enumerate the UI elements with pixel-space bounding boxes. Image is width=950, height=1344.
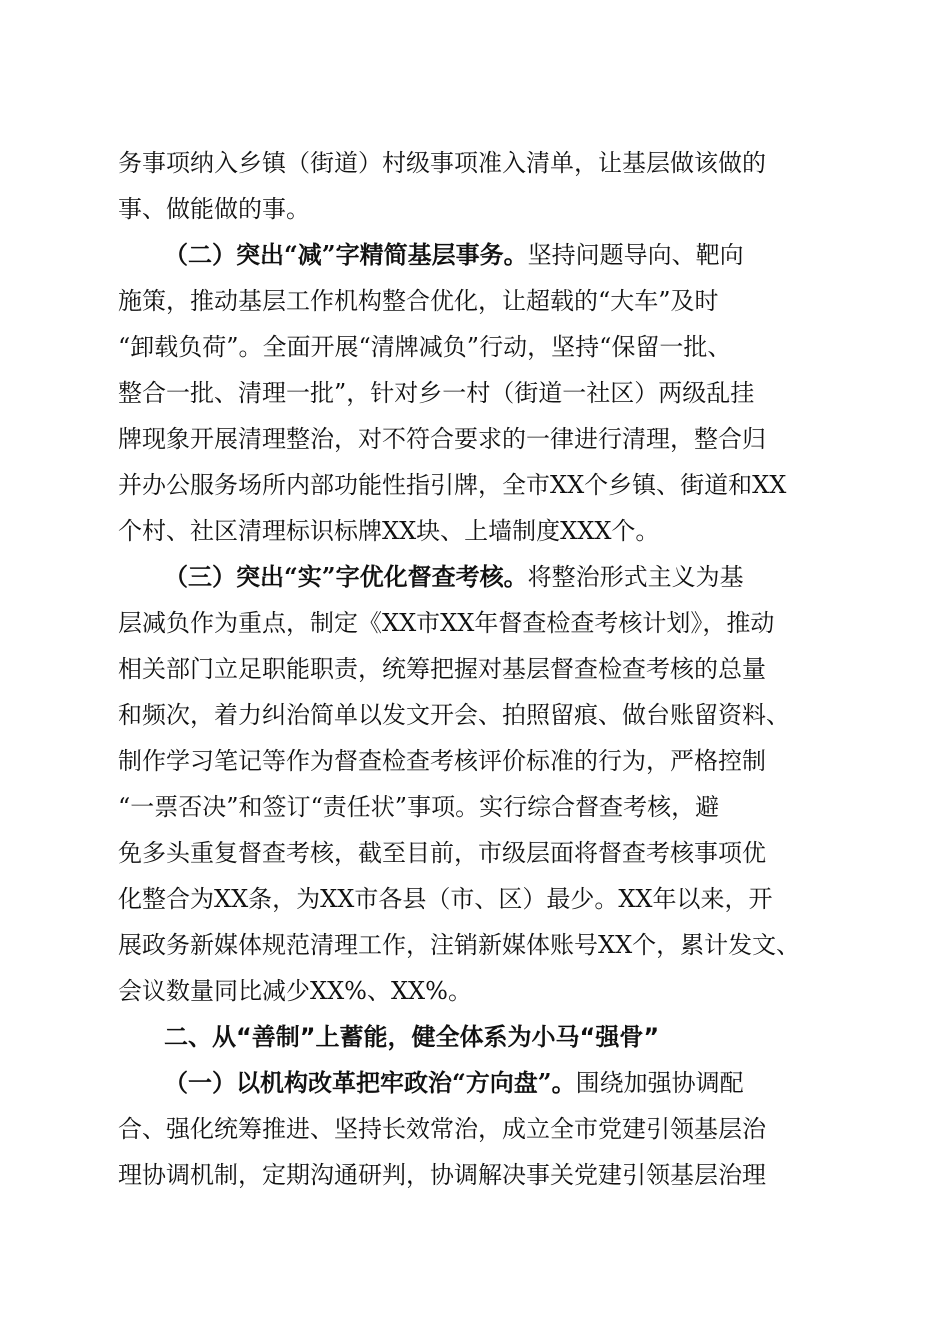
paragraph-line	[118, 784, 838, 830]
line-text: 层减负作为重点，制定《XX市XX年督查检查考核计划》，推动	[118, 609, 775, 637]
paragraph-line	[118, 1106, 838, 1152]
line-text: 制作学习笔记等作为督查检查考核评价标准的行为，严格控制	[118, 747, 766, 775]
paragraph-line	[118, 186, 838, 232]
paragraph-line	[118, 508, 838, 554]
line-text: 并办公服务场所内部功能性指引牌，全市XX个乡镇、街道和XX	[118, 471, 787, 499]
line-text: 相关部门立足职能职责，统筹把握对基层督查检查考核的总量	[118, 655, 766, 683]
line-text: 免多头重复督查考核，截至目前，市级层面将督查考核事项优	[118, 839, 766, 867]
line-text: 和频次，着力纠治简单以发文开会、拍照留痕、做台账留资料、	[118, 701, 790, 729]
line-text: 将整治形式主义为基	[527, 563, 744, 591]
section-lead-title: （三）突出“实”字优化督查考核。	[164, 562, 528, 591]
heading-text: 二、从“善制”上蓄能，健全体系为小马“强骨”	[164, 1023, 660, 1051]
line-text: 施策，推动基层工作机构整合优化，让超载的“大车”及时	[118, 287, 719, 315]
chapter-heading	[118, 1014, 838, 1060]
line-text: 理协调机制，定期沟通研判，协调解决事关党建引领基层治理	[118, 1161, 766, 1189]
document-body	[118, 140, 838, 1198]
section-lead-title: （一）以机构改革把牢政治“方向盘”。	[164, 1068, 576, 1097]
paragraph-line	[118, 692, 838, 738]
paragraph-line	[118, 278, 838, 324]
subsection-1-first-line	[118, 1060, 838, 1106]
line-text: 事、做能做的事。	[118, 195, 310, 223]
paragraph-line	[118, 646, 838, 692]
line-text: 个村、社区清理标识标牌XX块、上墙制度XXX个。	[118, 517, 660, 545]
paragraph-line	[118, 600, 838, 646]
section-2-first-line	[118, 232, 838, 278]
paragraph-line	[118, 876, 838, 922]
paragraph-line	[118, 324, 838, 370]
line-text: 牌现象开展清理整治，对不符合要求的一律进行清理，整合归	[118, 425, 766, 453]
line-text: 展政务新媒体规范清理工作，注销新媒体账号XX个，累计发文、	[118, 931, 801, 959]
line-text: 坚持问题导向、靶向	[527, 241, 744, 269]
paragraph-line	[118, 416, 838, 462]
paragraph-line	[118, 370, 838, 416]
line-text: 会议数量同比减少XX%、XX%。	[118, 977, 472, 1005]
line-text: 化整合为XX条，为XX市各县（市、区）最少。XX年以来，开	[118, 885, 773, 913]
line-text: 合、强化统筹推进、坚持长效常治，成立全市党建引领基层治	[118, 1115, 766, 1143]
paragraph-line	[118, 462, 838, 508]
paragraph-line	[118, 738, 838, 784]
line-text: “卸载负荷”。全面开展“清牌减负”行动，坚持“保留一批、	[118, 333, 732, 361]
section-lead-title: （二）突出“减”字精简基层事务。	[164, 240, 528, 269]
paragraph-line	[118, 830, 838, 876]
line-text: 务事项纳入乡镇（街道）村级事项准入清单，让基层做该做的	[118, 149, 766, 177]
paragraph-line	[118, 922, 838, 968]
paragraph-line	[118, 1152, 838, 1198]
paragraph-line	[118, 140, 838, 186]
line-text: 整合一批、清理一批”，针对乡一村（街道一社区）两级乱挂	[118, 379, 755, 407]
line-text: 围绕加强协调配	[575, 1069, 744, 1097]
line-text: “一票否决”和签订“责任状”事项。实行综合督查考核，避	[118, 793, 720, 821]
section-3-first-line	[118, 554, 838, 600]
paragraph-line	[118, 968, 838, 1014]
